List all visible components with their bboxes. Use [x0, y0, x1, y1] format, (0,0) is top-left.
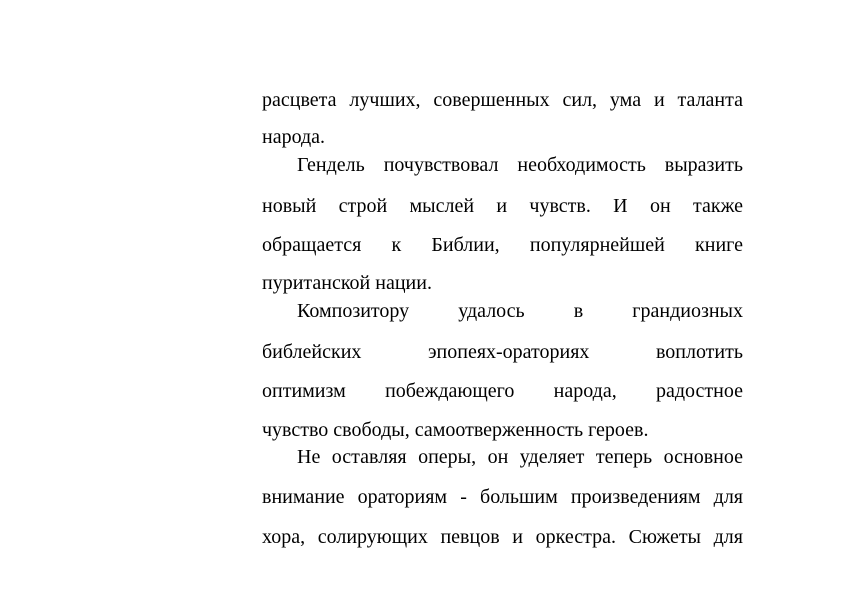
- paragraph-first-line: Композитору удалось в грандиозных: [297, 300, 743, 322]
- text-line: чувство свободы, самоотверженность героев.: [262, 419, 649, 441]
- text-line: народа.: [262, 126, 326, 148]
- text-line: расцвета лучших, совершенных сил, ума и таланта: [262, 89, 743, 111]
- text-line: библейских эпопеях-ораториях воплотить: [262, 341, 743, 363]
- text-line: хора, солирующих певцов и оркестра. Сюжеты для: [262, 526, 743, 548]
- text-line: обращается к Библии, популярнейшей книге: [262, 234, 743, 256]
- paragraph-first-line: Не оставляя оперы, он уделяет теперь основное: [297, 446, 743, 468]
- text-line: новый строй мыслей и чувств. И он также: [262, 195, 743, 217]
- text-line: внимание ораториям - большим произведениям для: [262, 486, 743, 508]
- paragraph-first-line: Гендель почувствовал необходимость выразить: [297, 154, 743, 176]
- text-line: пуританской нации.: [262, 272, 432, 294]
- text-line: оптимизм побеждающего народа, радостное: [262, 380, 743, 402]
